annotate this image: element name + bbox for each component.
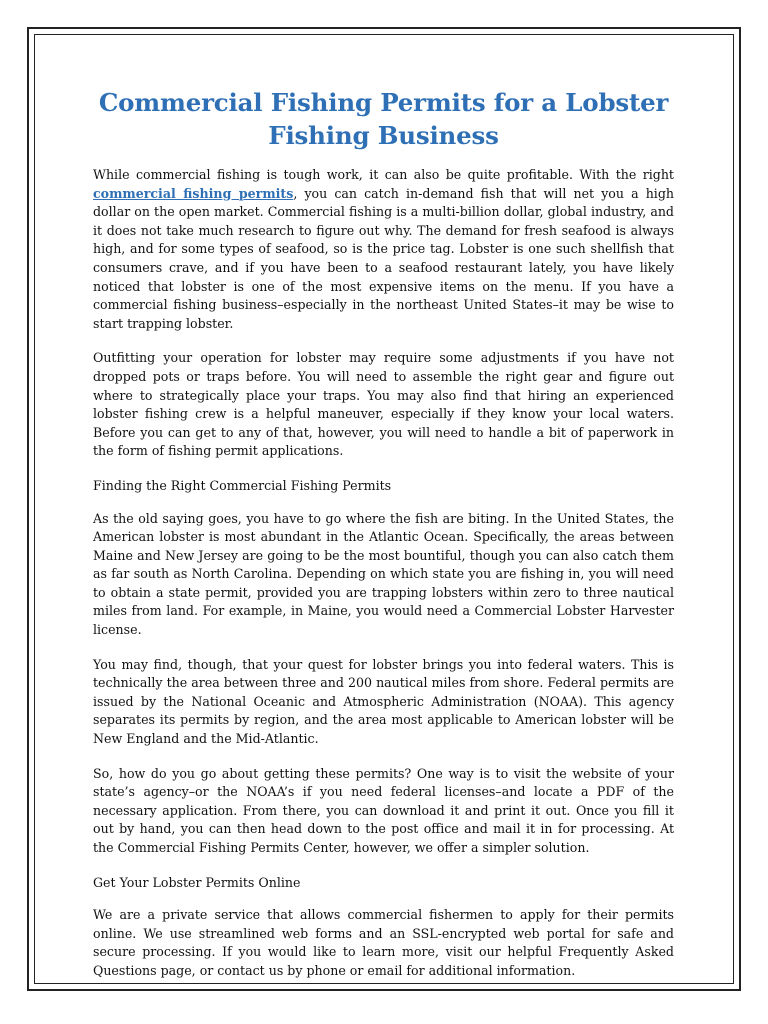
section-heading-permits-online: Get Your Lobster Permits Online	[93, 874, 301, 890]
section-heading-finding-permits: Finding the Right Commercial Fishing Permits	[93, 477, 392, 493]
paragraph-intro-text-after: , you can catch in-demand fish that will net you a high dollar on the open market. Commercial fishing is a multi-billion dollar, global industry, and it does not take much research to figure out why. The demand for fresh seafood is always high, and for some types of seafood, so is the price tag. Lobster is one such shellfish that consumers crave, and if you have been to a seafood restaurant lately, you have likely noticed that lobster is one of the most expensive items on the menu. If you have a commercial fishing business–especially in the northeast United States–it may be wise to start trapping lobster.	[93, 185, 675, 331]
paragraph-outfitting: Outfitting your operation for lobster may require some adjustments if you have not dropped pots or traps before. You will need to assemble the right gear and figure out where to strategically place your traps. You may also find that hiring an experienced lobster fishing crew is a helpful maneuver, especially if they know your local waters. Before you can get to any of that, however, you will need to handle a bit of paperwork in the form of fishing permit applications.	[93, 350, 674, 459]
document-body	[93, 86, 674, 997]
paragraph-where-fish-bite: As the old saying goes, you have to go where the fish are biting. In the United States, the American lobster is most abundant in the Atlantic Ocean. Specifically, the areas between Maine and New Jersey are going to be the most bountiful, though you can also catch them as far south as North Carolina. Depending on which state you are fishing in, you will need to obtain a state permit, provided you are trapping lobsters within zero to three nautical miles from land. For example, in Maine, you would need a Commercial Lobster Harvester license.	[93, 510, 674, 638]
paragraph-intro	[93, 166, 674, 333]
document-title: Commercial Fishing Permits for a Lobster Fishing Business	[98, 88, 669, 150]
paragraph-federal-waters: You may find, though, that your quest for lobster brings you into federal waters. This is technically the area between three and 200 nautical miles from shore. Federal permits are issued by the National Oceanic and Atmospheric Administration (NOAA). This agency separates its permits by region, and the area most applicable to American lobster will be New England and the Mid-Atlantic.	[93, 656, 674, 747]
paragraph-private-service: We are a private service that allows commercial fishermen to apply for their permits online. We use streamlined web forms and an SSL-encrypted web portal for safe and secure processing. If you would like to learn more, visit our helpful Frequently Asked Questions page, or contact us by phone or email for additional information.	[93, 907, 674, 978]
paragraph-intro-text-before: While commercial fishing is tough work, it can also be quite profitable. With the right	[93, 167, 674, 182]
paragraph-getting-permits: So, how do you go about getting these permits? One way is to visit the website of your state’s agency–or the NOAA’s if you need federal licenses–and locate a PDF of the necessary application. From there, you can download it and print it out. Once you fill it out by hand, you can then head down to the post office and mail it in for processing. At the Commercial Fishing Permits Center, however, we offer a simpler solution.	[93, 765, 674, 855]
commercial-fishing-permits-link[interactable]: commercial fishing permits	[93, 185, 294, 201]
